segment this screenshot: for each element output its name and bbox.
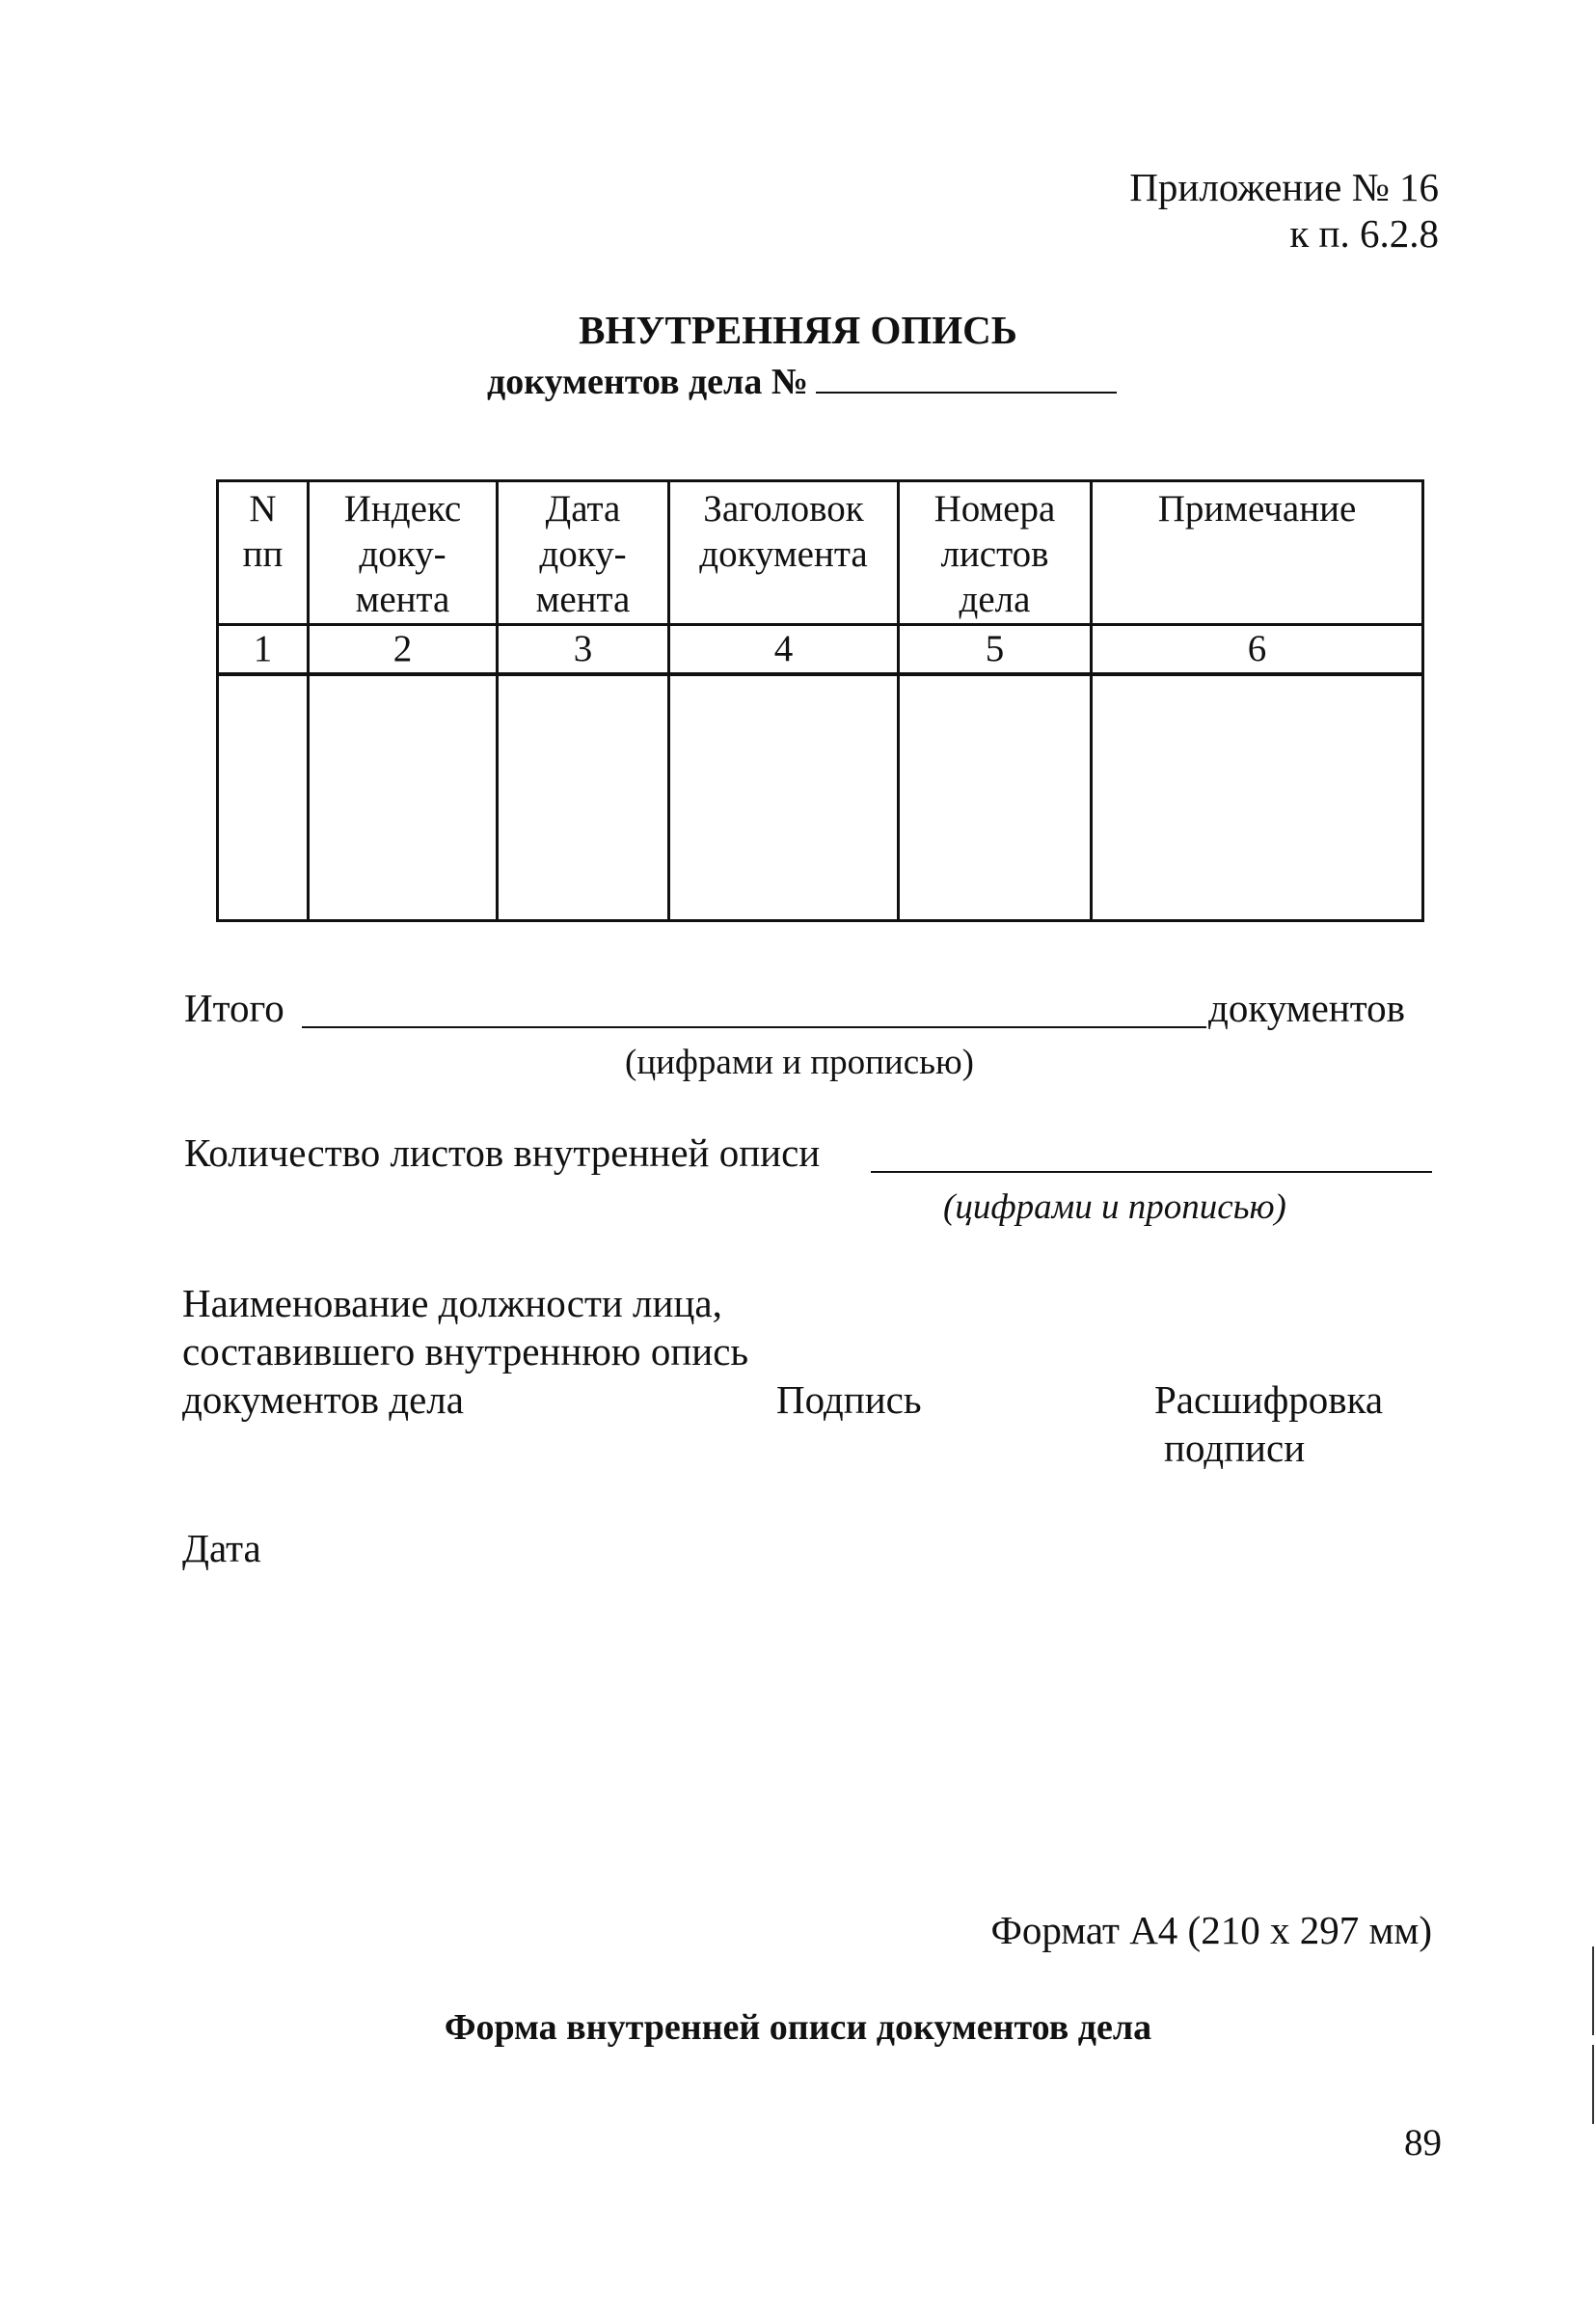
column-number-row (218, 625, 1423, 675)
column-number: 1 (218, 625, 309, 675)
column-number: 5 (899, 625, 1092, 675)
header-document-date: Дата доку- мента (498, 481, 669, 625)
appendix-reference (1129, 164, 1439, 257)
column-number: 2 (309, 625, 498, 675)
scan-edge-mark (1592, 1946, 1594, 2035)
table-cell (669, 674, 899, 921)
column-number: 3 (498, 625, 669, 675)
signature-decode-line1: Расшифровка (1154, 1377, 1384, 1422)
column-number: 4 (669, 625, 899, 675)
position-title-line1: Наименование должности лица, (182, 1281, 722, 1325)
inventory-table (216, 479, 1424, 922)
table-header-row (218, 481, 1423, 625)
appendix-number: Приложение № 16 (1129, 165, 1439, 209)
table-cell (218, 674, 309, 921)
column-number: 6 (1092, 625, 1423, 675)
signature-label: Подпись (776, 1377, 922, 1422)
total-label: Итого (184, 986, 284, 1030)
sheets-count-label: Количество листов внутренней описи (184, 1130, 821, 1175)
subtitle-text: документов дела № (487, 362, 809, 402)
table-cell (498, 674, 669, 921)
signature-decode-line2: подписи (1164, 1426, 1306, 1470)
figure-caption: Форма внутренней описи документов дела (444, 2007, 1152, 2048)
paper-format: Формат А4 (210 х 297 мм) (990, 1908, 1432, 1952)
date-label: Дата (182, 1526, 261, 1570)
position-title-line2: составившего внутреннюю опись (182, 1329, 749, 1374)
sheets-count-hint: (цифрами и прописью) (943, 1187, 1286, 1227)
scan-edge-mark (1592, 2045, 1594, 2124)
appendix-clause: к п. 6.2.8 (1289, 211, 1439, 256)
header-document-index: Индекс доку- мента (309, 481, 498, 625)
page-number: 89 (1404, 2122, 1442, 2163)
sheets-count-blank-line (871, 1171, 1432, 1173)
table-cell (899, 674, 1092, 921)
document-title: ВНУТРЕННЯЯ ОПИСЬ (579, 308, 1017, 352)
table-cell (1092, 674, 1423, 921)
header-note: Примечание (1092, 481, 1423, 625)
table-row (218, 674, 1423, 921)
header-row-number: N пп (218, 481, 309, 625)
table-cell (309, 674, 498, 921)
position-title-line3: документов дела (182, 1377, 464, 1422)
document-subtitle (487, 360, 1117, 404)
case-number-blank (816, 361, 1117, 394)
header-document-title: Заголовок документа (669, 481, 899, 625)
total-hint: (цифрами и прописью) (625, 1043, 974, 1082)
total-suffix: документов (1208, 986, 1405, 1030)
total-blank-line (302, 1026, 1206, 1028)
header-sheet-numbers: Номера листов дела (899, 481, 1092, 625)
